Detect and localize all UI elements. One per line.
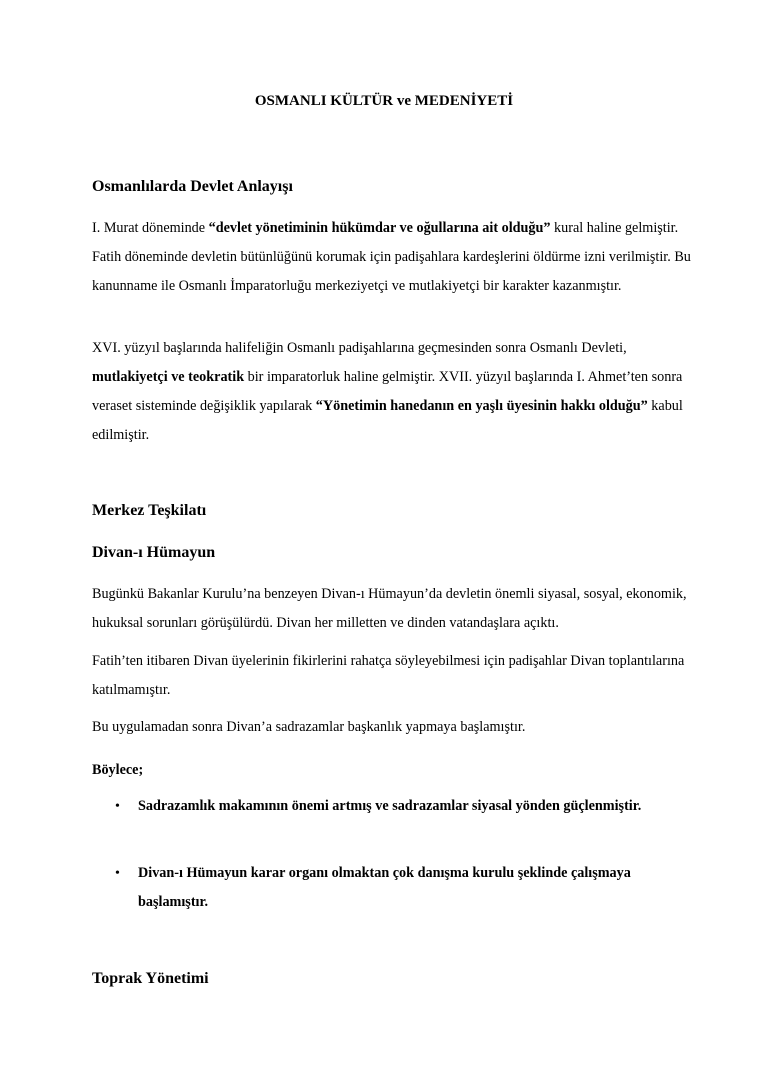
- boylece-label: Böylece;: [92, 762, 144, 778]
- bullet-text: Divan-ı Hümayun karar organı olmaktan çok danışma kurulu şeklinde çalışmaya başlamıştır.: [138, 865, 631, 910]
- paragraph-divan-2: Fatih’ten itibaren Divan üyelerinin fikirlerini rahatça söyleyebilmesi için padişahlar Divan toplantılarına katılmamıştır.: [92, 653, 685, 698]
- bullet-icon: •: [115, 866, 120, 881]
- paragraph-devlet-2: [92, 334, 692, 450]
- p1-text-a: I. Murat döneminde: [92, 220, 209, 236]
- bullet-text: Sadrazamlık makamının önemi artmış ve sadrazamlar siyasal yönden güçlenmiştir.: [138, 798, 642, 814]
- bullet-item: [92, 859, 692, 917]
- heading-toprak-yonetimi: Toprak Yönetimi: [92, 970, 209, 987]
- bullet-icon: •: [115, 799, 120, 814]
- p2-text-bold-1: mutlakiyetçi ve teokratik: [92, 369, 245, 385]
- bullet-item: [92, 792, 692, 821]
- p1-text-bold: “devlet yönetiminin hükümdar ve oğullarına ait olduğu”: [208, 220, 551, 236]
- p2-text-c: bir imparatorluk haline gelmiştir. XVII. yüzyıl başlarında I. Ahmet’ten sonra veraset sisteminde değişiklik yapılarak: [92, 369, 683, 414]
- paragraph-divan-1: Bugünkü Bakanlar Kurulu’na benzeyen Divan-ı Hümayun’da devletin önemli siyasal, sosyal, ekonomik, hukuksal sorunları görüşülürdü. Divan her milletten ve dinden vatandaşlara açıktı.: [92, 586, 687, 631]
- heading-merkez-teskilati: Merkez Teşkilatı: [92, 502, 207, 519]
- paragraph-devlet-1: [92, 214, 692, 301]
- p2-text-e: kabul edilmiştir.: [92, 398, 683, 443]
- paragraph-divan-3: Bu uygulamadan sonra Divan’a sadrazamlar başkanlık yapmaya başlamıştır.: [92, 719, 526, 735]
- document-title: OSMANLI KÜLTÜR ve MEDENİYETİ: [254, 93, 514, 109]
- heading-divan-i-humayun: Divan-ı Hümayun: [92, 544, 216, 561]
- p2-text-a: XVI. yüzyıl başlarında halifeliğin Osmanlı padişahlarına geçmesinden sonra Osmanlı Devleti,: [92, 340, 627, 356]
- p2-text-bold-2: “Yönetimin hanedanın en yaşlı üyesinin hakkı olduğu”: [315, 398, 648, 414]
- p1-text-c: kural haline gelmiştir. Fatih döneminde devletin bütünlüğünü korumak için padişahlara kardeşlerini öldürme izni verilmiştir. Bu kanunname ile Osmanlı İmparatorluğu merkeziyetçi ve mutlakiyetçi bir karakter kazanmıştır.: [92, 220, 691, 294]
- heading-devlet-anlayisi: Osmanlılarda Devlet Anlayışı: [92, 178, 293, 195]
